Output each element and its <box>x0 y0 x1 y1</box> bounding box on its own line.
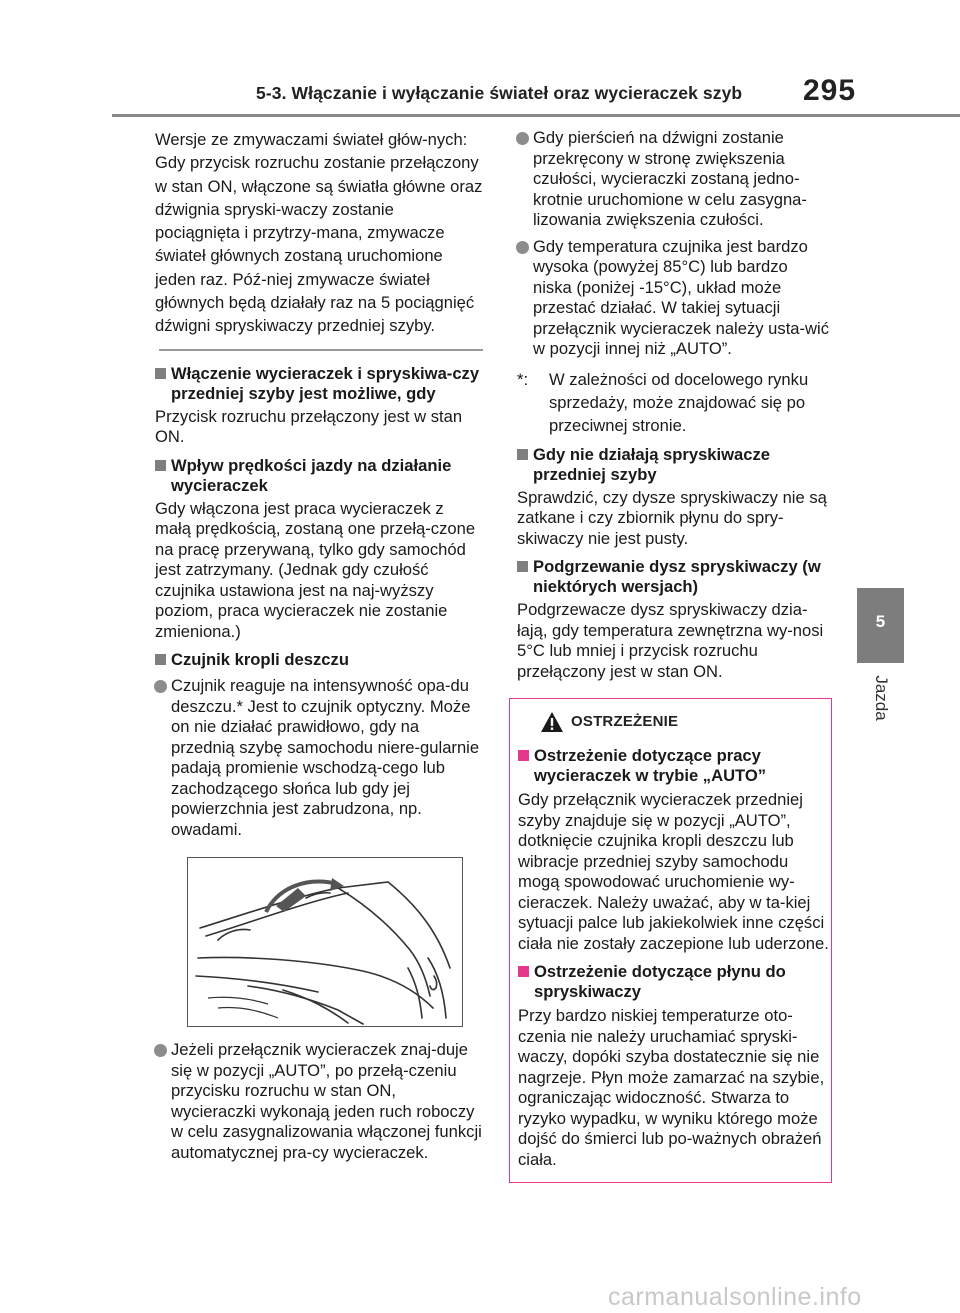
circle-bullet-icon <box>154 680 167 693</box>
car-windshield-icon <box>188 858 461 1025</box>
bullet-item <box>147 676 483 840</box>
heading-text: Włączenie wycieraczek i spryskiwa-czy przedniej szyby jest możliwe, gdy <box>171 363 480 403</box>
left-column <box>147 126 483 1163</box>
section-heading <box>147 456 483 496</box>
bullet-item <box>147 1040 483 1163</box>
section-heading <box>509 557 831 597</box>
paragraph: Sprawdzić, czy dysze spryskiwaczy nie są zatkane i czy zbiornik płynu do spry-skiwaczy nie jest pusty. <box>517 487 827 548</box>
bullet-text: Gdy temperatura czujnika jest bardzo wysoka (powyżej 85°C) lub bardzo niska (poniżej -15°C), układ może przestać działać. W takiej sytuacji przełącznik wycieraczek należy usta-wić w pozycji innej niż „AUTO”. <box>533 236 830 358</box>
page-header <box>0 0 960 120</box>
warning-box <box>509 698 832 1183</box>
section-heading <box>147 650 483 670</box>
square-bullet-icon <box>517 449 528 460</box>
chapter-label-text: Jazda <box>872 675 891 721</box>
bullet-text: Jeżeli przełącznik wycieraczek znaj-duje się w pozycji „AUTO”, po przełą-czeniu przycisku rozruchu w stan ON, wycieraczki wykonają jeden ruch roboczy w celu zasygnalizowania włączonej funkcji automatycznej pra-cy wycieraczek. <box>171 1040 482 1162</box>
paragraph: Podgrzewacze dysz spryskiwaczy dzia-łają, gdy temperatura zewnętrzna wy-nosi 5°C lub mniej i przycisk rozruchu przełączony jest w stan ON. <box>517 600 824 681</box>
heading-text: Podgrzewanie dysz spryskiwaczy (w niektórych wersjach) <box>533 557 821 596</box>
section-heading <box>147 364 483 404</box>
warning-triangle-icon <box>540 711 564 733</box>
paragraph: Przycisk rozruchu przełączony jest w stan ON. <box>155 406 463 447</box>
warning-header <box>510 699 831 743</box>
footnote-text: W zależności od docelowego rynku sprzedaży, może znajdować się po przeciwnej stronie. <box>549 369 809 435</box>
footnote <box>509 368 831 437</box>
circle-bullet-icon <box>154 1044 167 1057</box>
section-title: 5-3. Włączanie i wyłączanie świateł oraz wycieraczek szyb <box>256 83 743 103</box>
square-bullet-icon <box>517 561 528 572</box>
heading-text: Ostrzeżenie dotyczące pracy wycieraczek w trybie „AUTO” <box>534 746 767 785</box>
warning-heading <box>510 746 831 786</box>
right-column <box>509 126 831 1183</box>
chapter-tab[interactable] <box>857 588 904 663</box>
heading-text: Wpływ prędkości jazdy na działanie wycieraczek <box>171 455 452 495</box>
chapter-label <box>868 670 894 730</box>
bullet-item <box>509 128 831 231</box>
bullet-text: Czujnik reaguje na intensywność opa-du deszczu.* Jest to czujnik optyczny. Może on nie działać prawidłowo, gdy na przednią szybę samochodu niere-gularnie padają promienie wschodzą-cego lub zachodzącego słońca lub gdy jej powierzchnia jest zabrudzona, np. owadami. <box>171 676 480 839</box>
square-bullet-icon <box>155 460 166 471</box>
square-bullet-icon <box>518 750 529 761</box>
rain-sensor-illustration <box>187 857 463 1027</box>
heading-text: Gdy nie działają spryskiwacze przedniej szyby <box>533 444 771 484</box>
circle-bullet-icon <box>516 132 529 145</box>
circle-bullet-icon <box>516 241 529 254</box>
warning-label: OSTRZEŻENIE <box>571 713 679 730</box>
warning-heading <box>510 962 831 1002</box>
square-bullet-icon <box>155 654 166 665</box>
section-heading <box>509 445 831 485</box>
section-divider <box>159 349 483 351</box>
square-bullet-icon <box>155 368 166 379</box>
header-divider <box>112 114 960 117</box>
footnote-mark: *: <box>517 369 529 389</box>
square-bullet-icon <box>518 966 529 977</box>
paragraph: Gdy włączona jest praca wycieraczek z małą prędkością, zostaną one przełą-czone na pracę przerywaną, tylko gdy samochód jest zatrzymany. (Jednak gdy czułość czujnika ustawiona jest na naj-wyższy poziom, praca wycieraczek nie zostanie zmieniona.) <box>155 498 476 641</box>
chapter-number: 5 <box>875 612 886 631</box>
bullet-item <box>509 237 831 360</box>
heading-text: Czujnik kropli deszczu <box>171 650 349 670</box>
watermark: carmanualsonline.info <box>608 1283 862 1311</box>
heading-text: Ostrzeżenie dotyczące płynu do spryskiwaczy <box>534 962 786 1001</box>
bullet-text: Gdy pierścień na dźwigni zostanie przekręcony w stronę zwiększenia czułości, wycieraczki zostaną jedno-krotnie uruchomione w celu zasygna-lizowania zwiększenia czułości. <box>533 128 807 229</box>
warning-paragraph: Przy bardzo niskiej temperaturze oto-czenia nie należy uruchamiać spryski-waczy, dopóki szyba dostatecznie się nie nagrzeje. Płyn może zamarzać na szybie, ograniczając widoczność. Stwarza to ryzyko wypadku, w wyniku którego może dojść do śmierci lub po-ważnych obrażeń ciała. <box>518 1006 825 1169</box>
intro-paragraph: Wersje ze zmywaczami świateł głów-nych: Gdy przycisk rozruchu zostanie przełączony w stan ON, włączone są światła główne oraz dźwignia spryski-waczy zostanie pociągnięta i przytrzy-mana, zmywacze świateł głównych zostaną uruchomione jeden raz. Póź-niej zmywacze świateł głównych będą działały raz na 5 pociągnięć dźwigni spryskiwaczy przedniej szyby. <box>155 130 483 336</box>
warning-paragraph: Gdy przełącznik wycieraczek przedniej szyby znajduje się w pozycji „AUTO”, dotknięcie czujnika kropli deszczu lub wibracje przedniej szyby samochodu mogą spowodować uruchomienie wy-cieraczek. Należy uważać, aby w ta-kiej sytuacji palce lub jakiekolwiek inne części ciała nie zostały zaczepione lub uderzone. <box>518 790 829 953</box>
page-number: 295 <box>803 74 857 107</box>
